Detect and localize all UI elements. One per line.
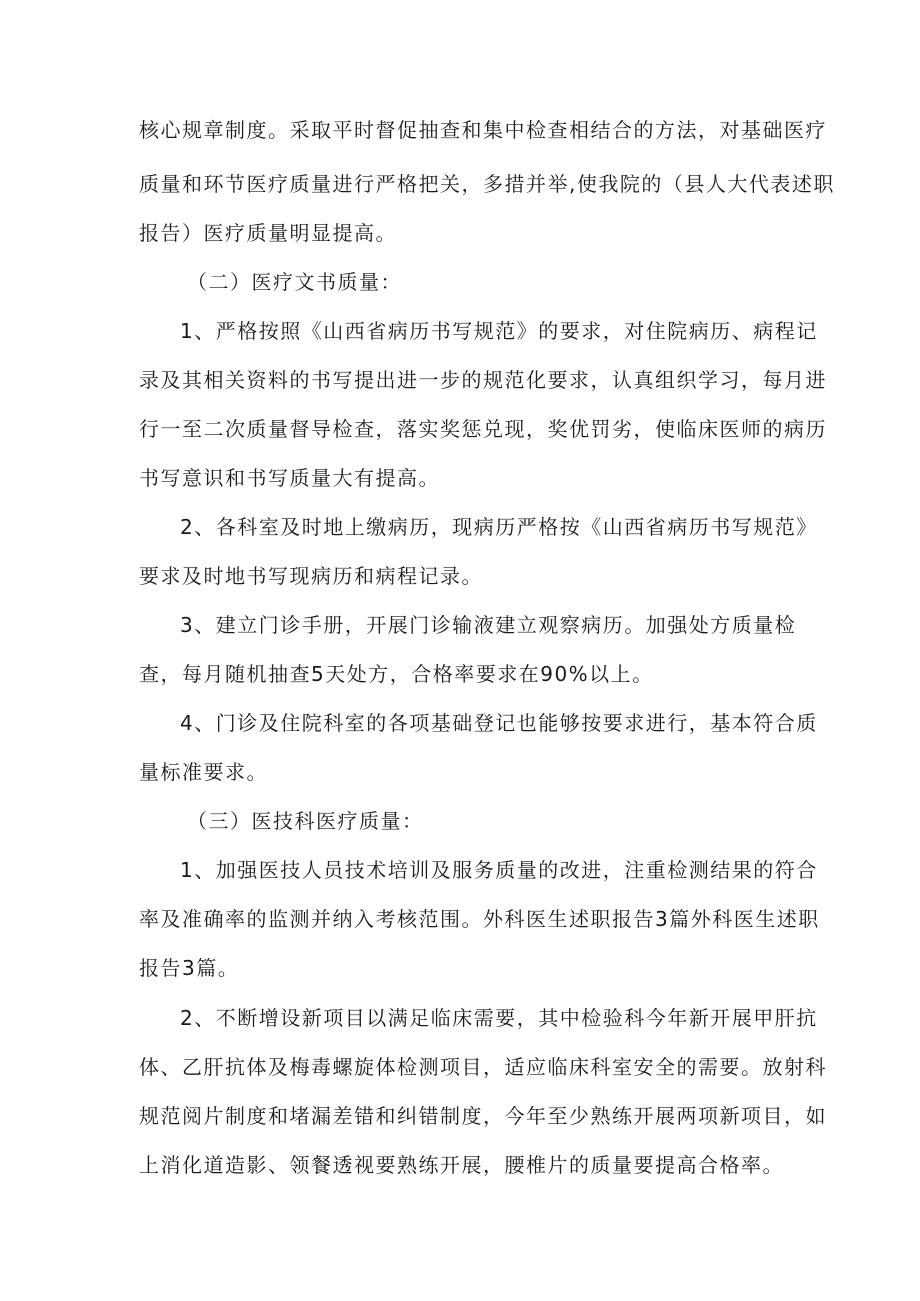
text-line: 率及准确率的监测并纳入考核范围。外科医生述职报告3篇外科医生述职 bbox=[139, 907, 820, 931]
text-line: 上消化道造影、领餐透视要熟练开展，腰椎片的质量要提高合格率。 bbox=[139, 1153, 784, 1177]
text-line: 4、门诊及住院科室的各项基础登记也能够按要求进行，基本符合质 bbox=[180, 711, 818, 735]
text-line: 书写意识和书写质量大有提高。 bbox=[139, 466, 440, 490]
text-line: 要求及时地书写现病历和病程记录。 bbox=[139, 564, 483, 588]
section-heading: （二）医疗文书质量： bbox=[187, 270, 402, 294]
text-line: 核心规章制度。采取平时督促抽查和集中检查相结合的方法，对基础医疗 bbox=[139, 118, 827, 142]
text-line: 报告）医疗质量明显提高。 bbox=[139, 221, 397, 245]
text-line: 查，每月随机抽查5天处方，合格率要求在90%以上。 bbox=[139, 662, 654, 686]
text-line: 行一至二次质量督导检查，落实奖惩兑现，奖优罚劣，使临床医师的病历 bbox=[139, 417, 827, 441]
text-line: 录及其相关资料的书写提出进一步的规范化要求，认真组织学习，每月进 bbox=[139, 368, 827, 392]
text-line: 1、加强医技人员技术培训及服务质量的改进，注重检测结果的符合 bbox=[180, 858, 818, 882]
text-line: 质量和环节医疗质量进行严格把关，多措并举,使我院的（县人大代表述职 bbox=[139, 172, 835, 196]
text-line: 报告3篇。 bbox=[139, 956, 240, 980]
text-line: 量标准要求。 bbox=[139, 760, 268, 784]
text-line: 规范阅片制度和堵漏差错和纠错制度，今年至少熟练开展两项新项目，如 bbox=[139, 1104, 827, 1128]
section-heading: （三）医技科医疗质量： bbox=[187, 809, 424, 833]
text-line: 体、乙肝抗体及梅毒螺旋体检测项目，适应临床科室安全的需要。放射科 bbox=[139, 1055, 827, 1079]
text-line: 3、建立门诊手册，开展门诊输液建立观察病历。加强处方质量检 bbox=[180, 613, 797, 637]
text-line: 2、各科室及时地上缴病历，现病历严格按《山西省病历书写规范》 bbox=[180, 515, 818, 539]
text-line: 2、不断增设新项目以满足临床需要，其中检验科今年新开展甲肝抗 bbox=[180, 1006, 818, 1030]
text-line: 1、严格按照《山西省病历书写规范》的要求，对住院病历、病程记 bbox=[180, 319, 818, 343]
